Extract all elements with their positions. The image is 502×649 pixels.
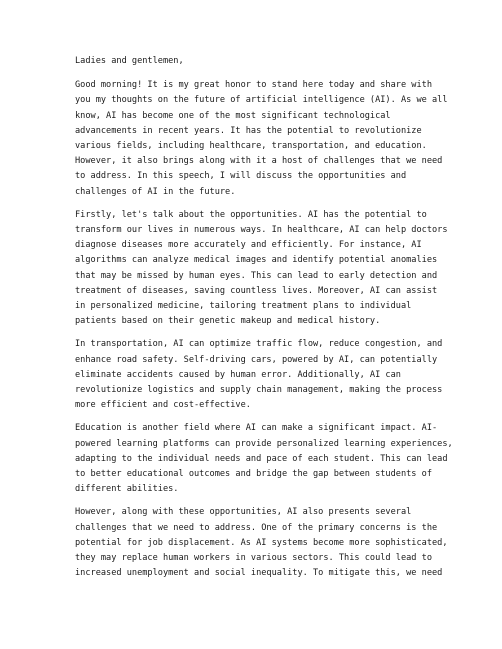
text-line: Education is another field where AI can make a significant impact. AI- bbox=[75, 423, 438, 434]
paragraph bbox=[75, 208, 472, 330]
text-line: Firstly, let's talk about the opportunities. AI has the potential to bbox=[75, 209, 427, 220]
text-line: advancements in recent years. It has the potential to revolutionize bbox=[75, 125, 422, 136]
text-line: revolutionize logistics and supply chain management, making the process bbox=[75, 385, 443, 396]
text-line: Good morning! It is my great honor to stand here today and share with bbox=[75, 80, 432, 91]
text-line: eliminate accidents caused by human error. Additionally, AI can bbox=[75, 369, 401, 380]
text-line: you my thoughts on the future of artificial intelligence (AI). As we all bbox=[75, 95, 448, 106]
text-line: adapting to the individual needs and pace of each student. This can lead bbox=[75, 453, 448, 464]
text-line: patients based on their genetic makeup and medical history. bbox=[75, 316, 381, 327]
text-line: algorithms can analyze medical images and identify potential anomalies bbox=[75, 255, 438, 266]
speech-body bbox=[75, 78, 472, 581]
text-line: However, it also brings along with it a host of challenges that we need bbox=[75, 156, 443, 167]
text-line: powered learning platforms can provide personalized learning experiences, bbox=[75, 438, 453, 449]
text-line: challenges of AI in the future. bbox=[75, 186, 236, 197]
text-line: In transportation, AI can optimize traffic flow, reduce congestion, and bbox=[75, 339, 443, 350]
text-line: diagnose diseases more accurately and efficiently. For instance, AI bbox=[75, 240, 422, 251]
salutation: Ladies and gentlemen, bbox=[75, 56, 184, 66]
paragraph bbox=[75, 505, 472, 581]
text-line: in personalized medicine, tailoring treatment plans to individual bbox=[75, 301, 412, 312]
text-line: However, along with these opportunities, AI also presents several bbox=[75, 507, 412, 518]
text-line: to better educational outcomes and bridge the gap between students of bbox=[75, 469, 432, 480]
text-line: transform our lives in numerous ways. In healthcare, AI can help doctors bbox=[75, 225, 448, 236]
text-line: know, AI has become one of the most significant technological bbox=[75, 110, 391, 121]
text-line: various fields, including healthcare, transportation, and education. bbox=[75, 141, 427, 152]
text-line: potential for job displacement. As AI systems become more sophisticated, bbox=[75, 537, 448, 548]
text-line: that may be missed by human eyes. This can lead to early detection and bbox=[75, 270, 438, 281]
text-line: they may replace human workers in various sectors. This could lead to bbox=[75, 553, 432, 564]
text-line: to address. In this speech, I will discuss the opportunities and bbox=[75, 171, 407, 182]
text-line: different abilities. bbox=[75, 484, 179, 495]
paragraph bbox=[75, 421, 472, 497]
paragraph bbox=[75, 337, 472, 413]
text-line: challenges that we need to address. One of the primary concerns is the bbox=[75, 522, 438, 533]
text-line: treatment of diseases, saving countless lives. Moreover, AI can assist bbox=[75, 285, 438, 296]
text-line: more efficient and cost-effective. bbox=[75, 400, 251, 411]
text-line: enhance road safety. Self-driving cars, powered by AI, can potentially bbox=[75, 354, 438, 365]
text-line: increased unemployment and social inequality. To mitigate this, we need bbox=[75, 568, 443, 579]
paragraph bbox=[75, 78, 472, 200]
